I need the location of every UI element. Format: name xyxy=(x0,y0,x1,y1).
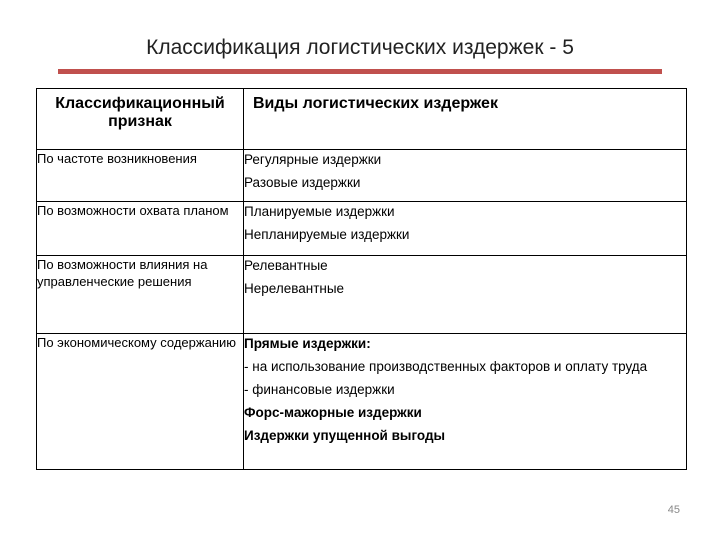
cost-type: - на использование производственных факторов и оплату труда xyxy=(244,359,648,374)
cost-type: Релевантные xyxy=(244,258,328,273)
table-row xyxy=(37,150,687,202)
cost-type: Разовые издержки xyxy=(244,175,361,190)
types-cell xyxy=(244,256,687,334)
criterion-cell: По возможности влияния на управленческие решения xyxy=(37,256,244,334)
slide-title: Классификация логистических издержек - 5 xyxy=(146,36,574,59)
header-types: Виды логистических издержек xyxy=(244,89,687,150)
cost-type: - финансовые издержки xyxy=(244,382,395,397)
table-row xyxy=(37,202,687,256)
criterion-cell: По возможности охвата планом xyxy=(37,202,244,256)
classification-table xyxy=(36,88,687,470)
cost-type-heading: Форс-мажорные издержки xyxy=(244,405,422,420)
cost-type-heading: Прямые издержки: xyxy=(244,336,371,351)
cost-type: Непланируемые издержки xyxy=(244,227,410,242)
table-row xyxy=(37,334,687,470)
title-underline xyxy=(58,69,662,74)
cost-type: Планируемые издержки xyxy=(244,204,395,219)
criterion-cell: По частоте возникновения xyxy=(37,150,244,202)
criterion-cell: По экономическому содержанию xyxy=(37,334,244,470)
types-cell xyxy=(244,202,687,256)
cost-type-heading: Издержки упущенной выгоды xyxy=(244,428,446,443)
cost-type: Регулярные издержки xyxy=(244,152,382,167)
table-row xyxy=(37,256,687,334)
table-header-row xyxy=(37,89,687,150)
types-cell xyxy=(244,334,687,470)
page-number: 45 xyxy=(667,504,680,516)
header-criterion: Классификационный признак xyxy=(37,89,244,150)
types-cell xyxy=(244,150,687,202)
cost-type: Нерелевантные xyxy=(244,281,345,296)
